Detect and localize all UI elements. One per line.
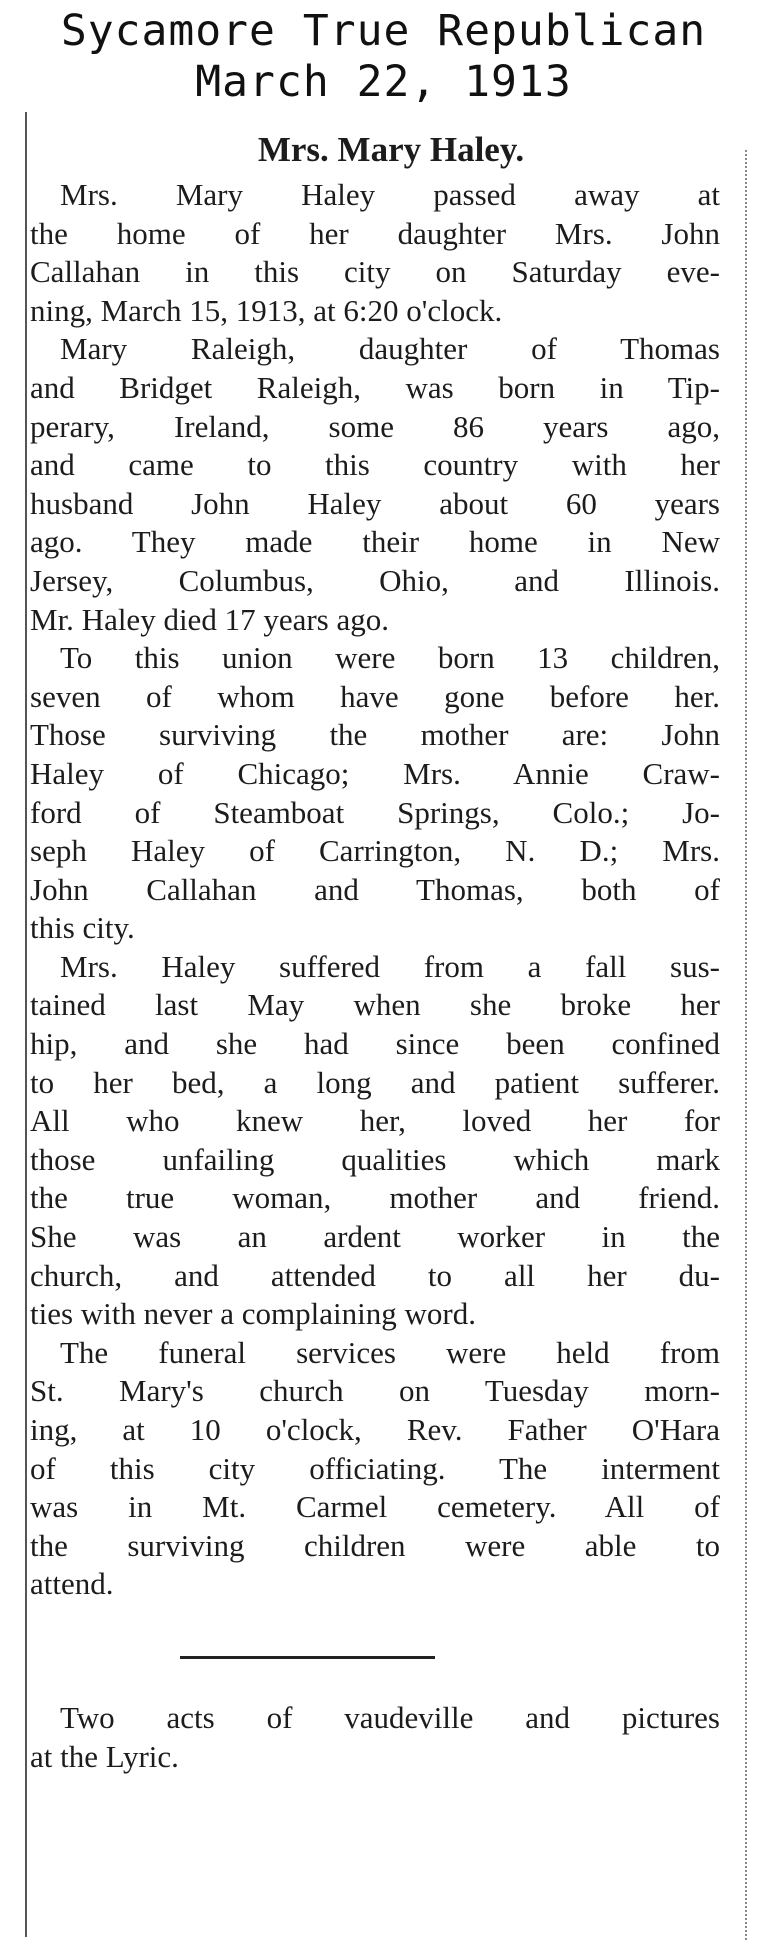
text-line: The funeral services were held from xyxy=(60,1334,720,1370)
text-line: church, and attended to all her du- xyxy=(30,1257,720,1293)
text-line: Mrs. Haley suffered from a fall sus- xyxy=(60,948,720,984)
article-headline: Mrs. Mary Haley. xyxy=(257,130,525,169)
text-line: tained last May when she broke her xyxy=(30,987,720,1023)
article-paragraph xyxy=(30,948,720,1334)
text-line: those unfailing qualities which mark xyxy=(30,1141,720,1177)
text-line: of this city officiating. The interment xyxy=(30,1450,720,1486)
text-line: She was an ardent worker in the xyxy=(30,1219,720,1255)
text-line: perary, Ireland, some 86 years ago, xyxy=(30,408,720,444)
text-line: ago. They made their home in New xyxy=(30,524,720,560)
newspaper-name: Sycamore True Republican xyxy=(60,6,707,56)
column-rule-right xyxy=(745,150,747,1940)
text-line: Mrs. Mary Haley passed away at xyxy=(60,177,720,212)
article-paragraph xyxy=(30,176,720,330)
text-line: the true woman, mother and friend. xyxy=(30,1180,720,1216)
text-line: ing, at 10 o'clock, Rev. Father O'Hara xyxy=(30,1412,720,1447)
article-paragraph xyxy=(30,330,720,639)
text-line: Haley of Chicago; Mrs. Annie Craw- xyxy=(30,755,720,791)
text-line: Jersey, Columbus, Ohio, and Illinois. xyxy=(30,562,720,598)
text-line: and Bridget Raleigh, was born in Tip- xyxy=(30,369,720,405)
issue-date: March 22, 1913 xyxy=(195,57,572,107)
text-line: ties with never a complaining word. xyxy=(30,1296,476,1332)
text-line: this city. xyxy=(30,910,135,946)
text-line: husband John Haley about 60 years xyxy=(30,485,720,521)
notice-line: Two acts of vaudeville and pictures xyxy=(60,1699,720,1735)
text-line: ning, March 15, 1913, at 6:20 o'clock. xyxy=(30,292,503,328)
article-paragraph xyxy=(30,1334,720,1604)
vaudeville-notice xyxy=(30,1699,720,1776)
text-line: Callahan in this city on Saturday eve- xyxy=(30,254,720,290)
notice-line: at the Lyric. xyxy=(30,1738,179,1774)
text-line: seph Haley of Carrington, N. D.; Mrs. xyxy=(30,833,720,869)
text-line: to her bed, a long and patient sufferer. xyxy=(30,1064,720,1100)
text-line: St. Mary's church on Tuesday morn- xyxy=(30,1373,720,1409)
text-line: Those surviving the mother are: John xyxy=(30,717,720,753)
article-column xyxy=(30,128,720,1776)
text-line: ford of Steamboat Springs, Colo.; Jo- xyxy=(30,794,720,830)
text-line: All who knew her, loved her for xyxy=(30,1103,720,1139)
text-line: John Callahan and Thomas, both of xyxy=(30,871,720,907)
text-line: seven of whom have gone before her. xyxy=(30,678,720,714)
text-line: the home of her daughter Mrs. John xyxy=(30,215,720,251)
column-rule-left xyxy=(25,112,27,1937)
text-line: Mary Raleigh, daughter of Thomas xyxy=(60,331,720,367)
text-line: was in Mt. Carmel cemetery. All of xyxy=(30,1489,720,1525)
text-line: To this union were born 13 children, xyxy=(60,640,720,676)
article-paragraph xyxy=(30,639,720,948)
article-body xyxy=(30,176,720,1604)
section-divider xyxy=(180,1656,435,1659)
masthead xyxy=(0,6,767,108)
text-line: and came to this country with her xyxy=(30,447,720,483)
text-line: hip, and she had since been confined xyxy=(30,1026,720,1062)
text-line: attend. xyxy=(30,1566,114,1602)
text-line: the surviving children were able to xyxy=(30,1527,720,1563)
text-line: Mr. Haley died 17 years ago. xyxy=(30,601,389,637)
